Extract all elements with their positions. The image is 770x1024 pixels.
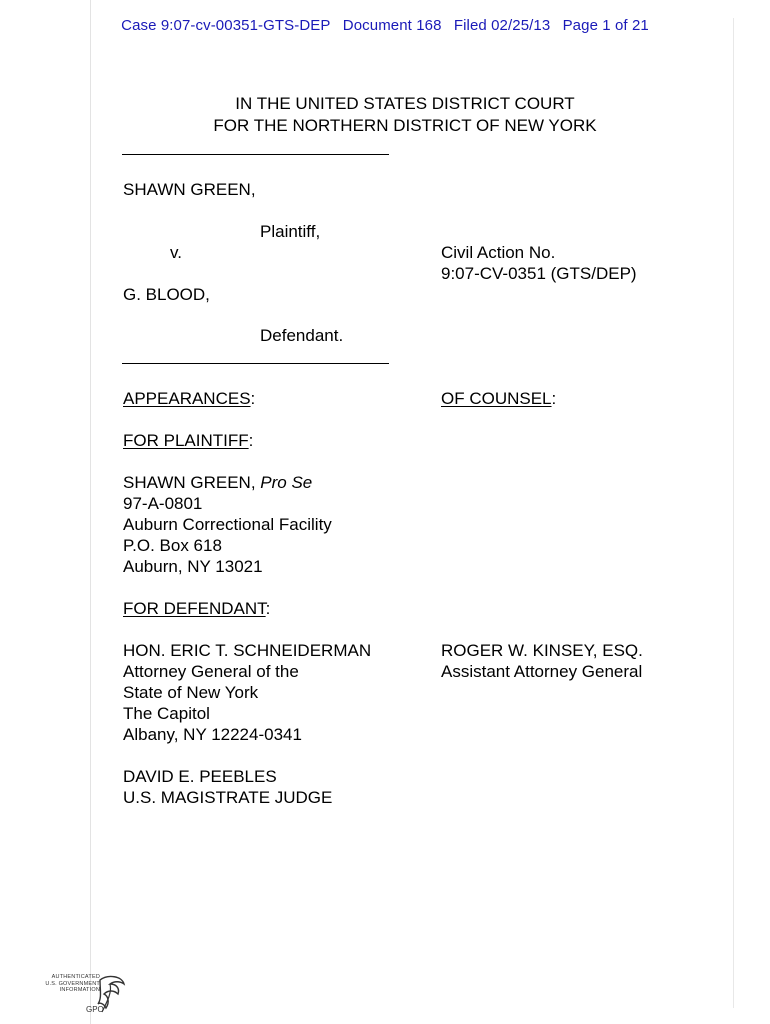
court-title-line2: FOR THE NORTHERN DISTRICT OF NEW YORK	[213, 116, 597, 135]
defendant-attorney-line: Albany, NY 12224-0341	[123, 725, 302, 744]
filing-header	[0, 17, 770, 34]
plaintiff-address-line: Auburn, NY 13021	[123, 557, 263, 576]
header-case: Case 9:07-cv-00351-GTS-DEP	[121, 17, 331, 34]
caption-rule-top	[122, 154, 389, 155]
versus: v.	[170, 243, 182, 262]
plaintiff-address-line: Auburn Correctional Facility	[123, 515, 332, 534]
seal-text: AUTHENTICATED U.S. GOVERNMENT INFORMATION	[45, 974, 100, 993]
civil-action-number: 9:07-CV-0351 (GTS/DEP)	[441, 264, 637, 283]
plaintiff-role: Plaintiff,	[260, 222, 321, 241]
counsel-line: ROGER W. KINSEY, ESQ.	[441, 641, 643, 660]
pro-se-label: Pro Se	[260, 473, 313, 492]
civil-action-label: Civil Action No.	[441, 243, 556, 262]
of-counsel-heading: OF COUNSEL:	[441, 389, 557, 408]
court-title-line1: IN THE UNITED STATES DISTRICT COURT	[235, 94, 575, 113]
eagle-icon	[96, 974, 128, 1018]
defendant-attorney-line: The Capitol	[123, 704, 210, 723]
caption-rule-bottom	[122, 363, 389, 364]
header-document: Document 168	[342, 17, 442, 34]
defendant-name: G. BLOOD,	[123, 285, 210, 304]
plaintiff-address-line: 97-A-0801	[123, 494, 203, 513]
for-plaintiff-heading: FOR PLAINTIFF:	[123, 431, 254, 450]
header-page: Page 1 of 21	[562, 17, 649, 34]
plaintiff-appearance-name: SHAWN GREEN, Pro Se	[123, 473, 313, 492]
counsel-line: Assistant Attorney General	[441, 662, 643, 681]
judge-name: DAVID E. PEEBLES	[123, 767, 277, 786]
defendant-attorney-line: HON. ERIC T. SCHNEIDERMAN	[123, 641, 372, 660]
plaintiff-address-line: P.O. Box 618	[123, 536, 222, 555]
appearances-heading: APPEARANCES:	[123, 389, 256, 408]
defendant-attorney-line: Attorney General of the	[123, 662, 299, 681]
judge-title: U.S. MAGISTRATE JUDGE	[123, 788, 333, 807]
for-defendant-heading: FOR DEFENDANT:	[123, 599, 271, 618]
header-filed: Filed 02/25/13	[453, 17, 551, 34]
defendant-role: Defendant.	[260, 326, 344, 345]
authentication-seal	[38, 974, 130, 1018]
plaintiff-name: SHAWN GREEN,	[123, 180, 256, 199]
page-edge-left	[90, 0, 91, 1024]
seal-gpo-mark: GPO	[86, 1005, 104, 1014]
page-edge-right	[733, 18, 734, 1008]
defendant-attorney-line: State of New York	[123, 683, 259, 702]
